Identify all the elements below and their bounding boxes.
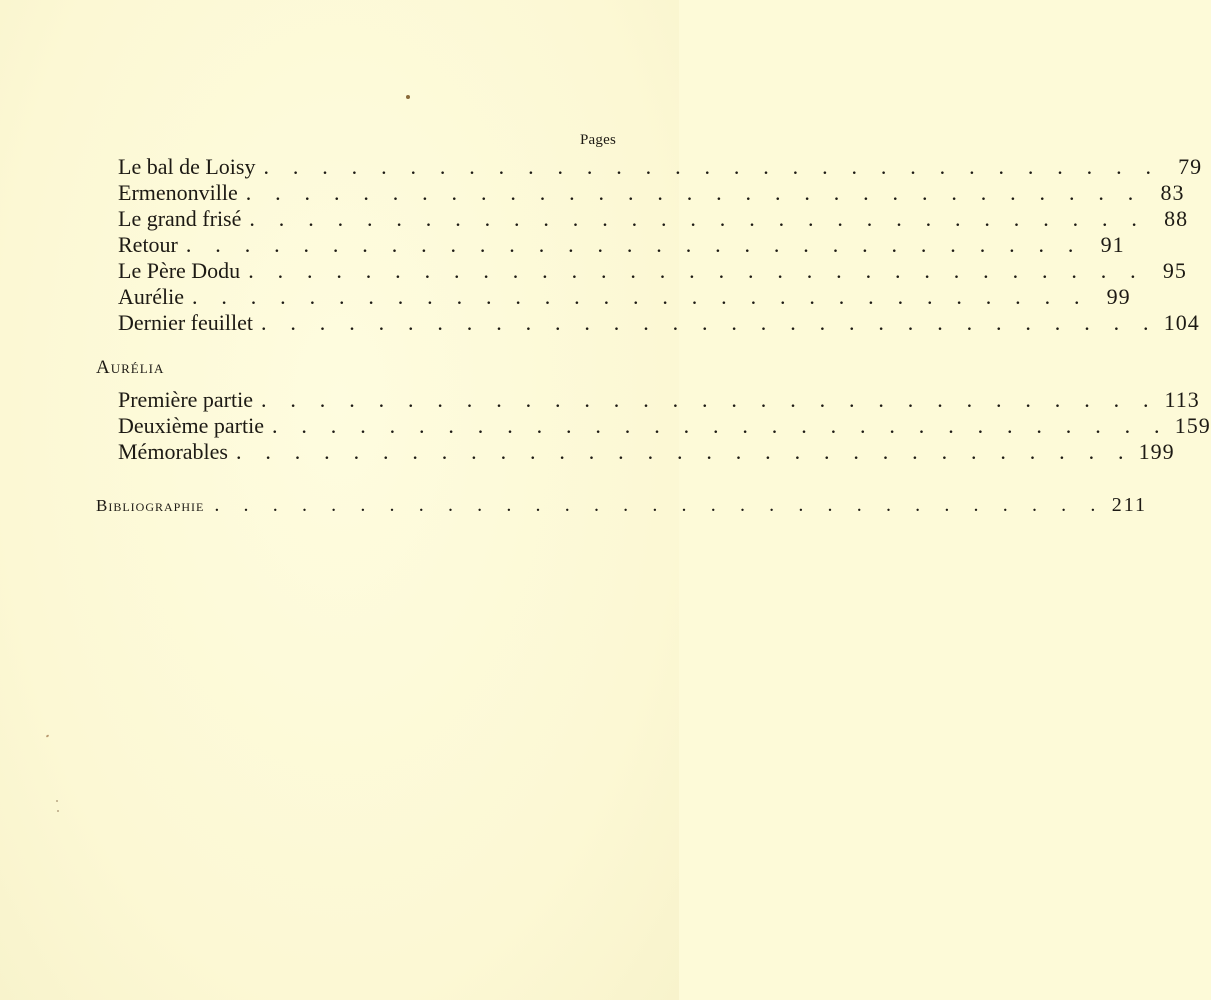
ink-speck — [406, 95, 410, 99]
toc-entry[interactable] — [118, 387, 1200, 413]
toc-entry-title: Ermenonville — [118, 180, 238, 205]
dot-leader: . . . . . . . . . . . . . . . . . . . . . . . . . . . . . . . — [261, 310, 1158, 335]
ink-speck — [57, 810, 59, 812]
dot-leader: . . . . . . . . . . . . . . . . . . . . . . . . . . . . . . . — [249, 206, 1147, 231]
toc-entry-page: 79 — [1178, 154, 1203, 179]
toc-entry-title: Le grand frisé — [118, 206, 242, 231]
toc-entry[interactable] — [118, 258, 1187, 284]
dot-leader: . . . . . . . . . . . . . . . . . . . . . . . . . . . . . . . — [191, 284, 1089, 309]
toc-entry-title: Dernier feuillet — [118, 310, 253, 335]
toc-entry-title: Aurélie — [118, 284, 184, 309]
dot-leader: . . . . . . . . . . . . . . . . . . . . . . . . . . . . . . . — [214, 494, 1105, 516]
toc-entry-page: 211 — [1111, 494, 1147, 516]
ink-speck — [46, 734, 50, 737]
toc-entry[interactable] — [118, 180, 1185, 206]
pages-column-header: Pages — [580, 132, 616, 148]
dot-leader: . . . . . . . . . . . . . . . . . . . . . . . . . . . . . . . — [248, 258, 1145, 283]
toc-entry-page: 91 — [1100, 232, 1125, 257]
toc-entry[interactable] — [118, 310, 1200, 336]
dot-leader: . . . . . . . . . . . . . . . . . . . . . . . . . . . . . . . — [263, 154, 1161, 179]
toc-entry[interactable] — [118, 206, 1189, 232]
toc-entry-page: 113 — [1164, 387, 1200, 412]
toc-entry[interactable] — [118, 154, 1203, 180]
toc-entry[interactable] — [118, 439, 1175, 465]
toc-entry-page: 199 — [1138, 439, 1175, 464]
toc-entry-page: 88 — [1164, 206, 1189, 231]
dot-leader: . . . . . . . . . . . . . . . . . . . . . . . . . . . . . . . — [185, 232, 1083, 257]
toc-entry-title: Deuxième partie — [118, 413, 264, 438]
toc-entry-title: Bibliographie — [96, 496, 205, 515]
toc-entry-title: Le Père Dodu — [118, 258, 241, 283]
dot-leader: . . . . . . . . . . . . . . . . . . . . . . . . . . . . . . . — [272, 413, 1169, 438]
dot-leader: . . . . . . . . . . . . . . . . . . . . . . . . . . . . . . . — [245, 180, 1143, 205]
toc-entry-title: Retour — [118, 232, 178, 257]
toc-entry[interactable] — [118, 232, 1125, 258]
ink-speck — [56, 800, 58, 802]
toc-entry[interactable] — [118, 284, 1131, 310]
section-heading-aurelia: Aurélia — [96, 357, 165, 378]
toc-entry-bibliographie[interactable] — [96, 494, 1147, 516]
toc-entry-page: 99 — [1106, 284, 1131, 309]
toc-entry-page: 104 — [1163, 310, 1200, 335]
toc-entry-title: Première partie — [118, 387, 253, 412]
toc-entry[interactable] — [118, 413, 1211, 439]
toc-entry-page: 95 — [1162, 258, 1187, 283]
toc-entry-page: 159 — [1174, 413, 1211, 438]
dot-leader: . . . . . . . . . . . . . . . . . . . . . . . . . . . . . . . — [261, 387, 1158, 412]
toc-entry-page: 83 — [1160, 180, 1185, 205]
toc-entry-title: Le bal de Loisy — [118, 154, 256, 179]
toc-entry-title: Mémorables — [118, 439, 228, 464]
dot-leader: . . . . . . . . . . . . . . . . . . . . . . . . . . . . . . . — [235, 439, 1133, 464]
